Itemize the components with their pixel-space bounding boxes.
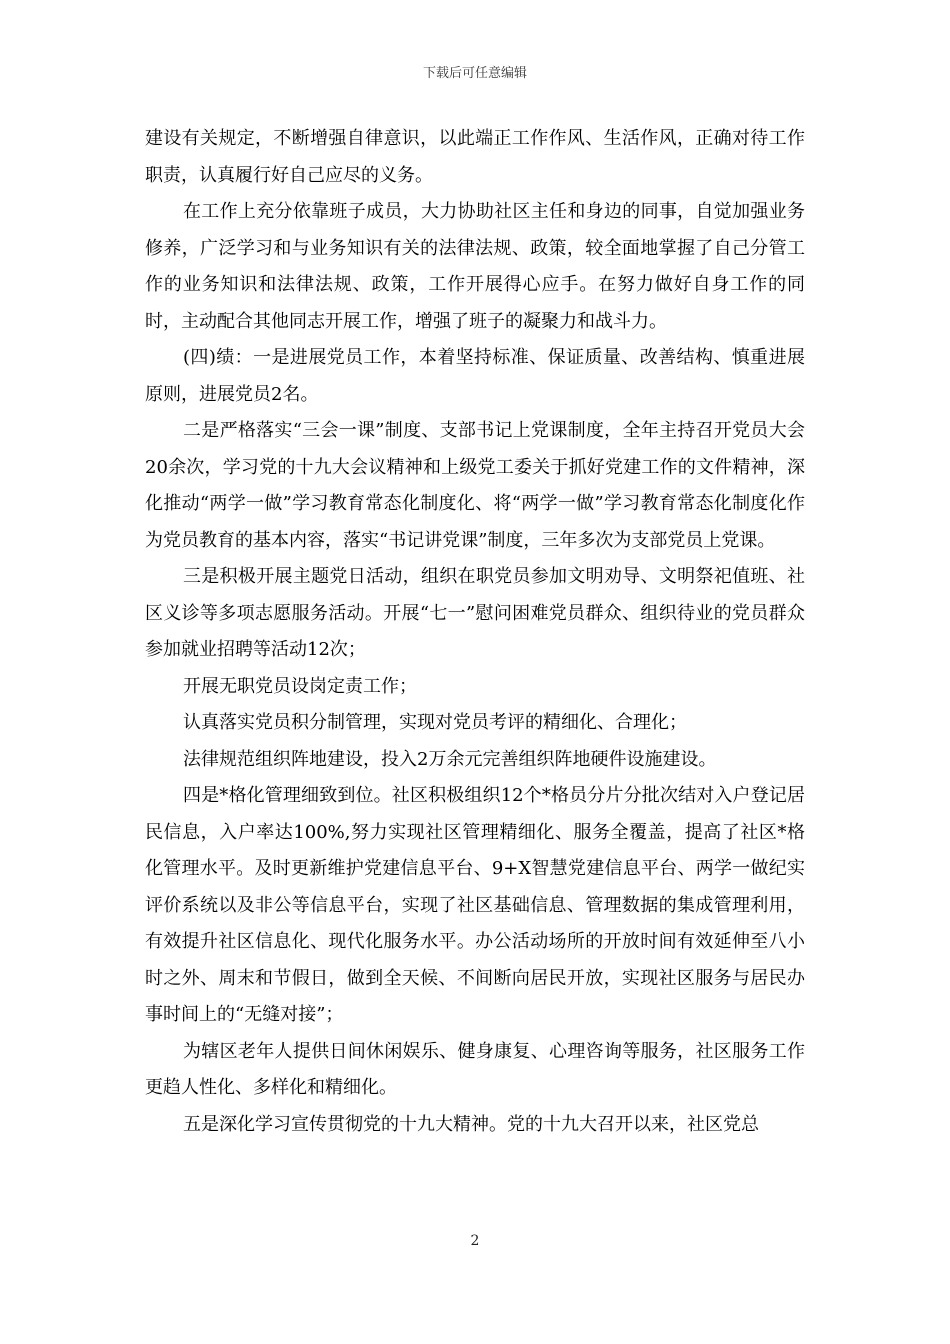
paragraph-7: 认真落实党员积分制管理，实现对党员考评的精细化、合理化；: [183, 712, 687, 733]
paragraph-3: (四)绩：一是进展党员工作，本着坚持标准、保证质量、改善结构、慎重进展原则，进展党员2名。: [145, 347, 805, 405]
page-header: 下载后可任意编辑: [422, 66, 527, 81]
paragraph-6: 开展无职党员设岗定责工作；: [183, 675, 417, 697]
paragraph-10: 为辖区老年人提供日间休闲娱乐、健身康复、心理咨询等服务，社区服务工作更趋人性化、多样化和精细化。: [145, 1040, 805, 1098]
paragraph-8: 法律规范组织阵地建设，投入2万余元完善组织阵地硬件设施建设。: [183, 748, 717, 770]
paragraph-5: 三是积极开展主题党日活动，组织在职党员参加文明劝导、文明祭祀值班、社区义诊等多项志愿服务活动。开展“七一”慰问困难党员群众、组织待业的党员群众参加就业招聘等活动12次；: [145, 566, 805, 660]
page-number: 2: [470, 1233, 480, 1249]
document-body: [145, 121, 805, 1143]
paragraph-11: 五是深化学习宣传贯彻党的十九大精神。党的十九大召开以来，社区党总: [183, 1113, 759, 1135]
paragraph-4: 二是严格落实“三会一课”制度、支部书记上党课制度，全年主持召开党员大会20余次，学习党的十九大会议精神和上级党工委关于抓好党建工作的文件精神，深化推动“两学一做”学习教育常态化制度化、将“两学一做”学习教育常态化制度化作为党员教育的基本内容，落实“书记讲党课”制度，三年多次为支部党员上党课。: [145, 420, 805, 551]
paragraph-1: 建设有关规定，不断增强自律意识，以此端正工作作风、生活作风，正确对待工作职责，认真履行好自己应尽的义务。: [145, 128, 805, 186]
paragraph-9: 四是*格化管理细致到位。社区积极组织12个*格员分片分批次结对入户登记居民信息，入户率达100%,努力实现社区管理精细化、服务全覆盖，提高了社区*格化管理水平。及时更新维护党建信息平台、9+X智慧党建信息平台、两学一做纪实评价系统以及非公等信息平台，实现了社区基础信息、管理数据的集成管理利用，有效提升社区信息化、现代化服务水平。办公活动场所的开放时间有效延伸至八小时之外、周末和节假日，做到全天候、不间断向居民开放，实现社区服务与居民办事时间上的“无缝对接”；: [145, 785, 805, 1025]
paragraph-2: 在工作上充分依靠班子成员，大力协助社区主任和身边的同事，自觉加强业务修养，广泛学习和与业务知识有关的法律法规、政策，较全面地掌握了自己分管工作的业务知识和法律法规、政策，工作开展得心应手。在努力做好自身工作的同时，主动配合其他同志开展工作，增强了班子的凝聚力和战斗力。: [145, 201, 805, 332]
